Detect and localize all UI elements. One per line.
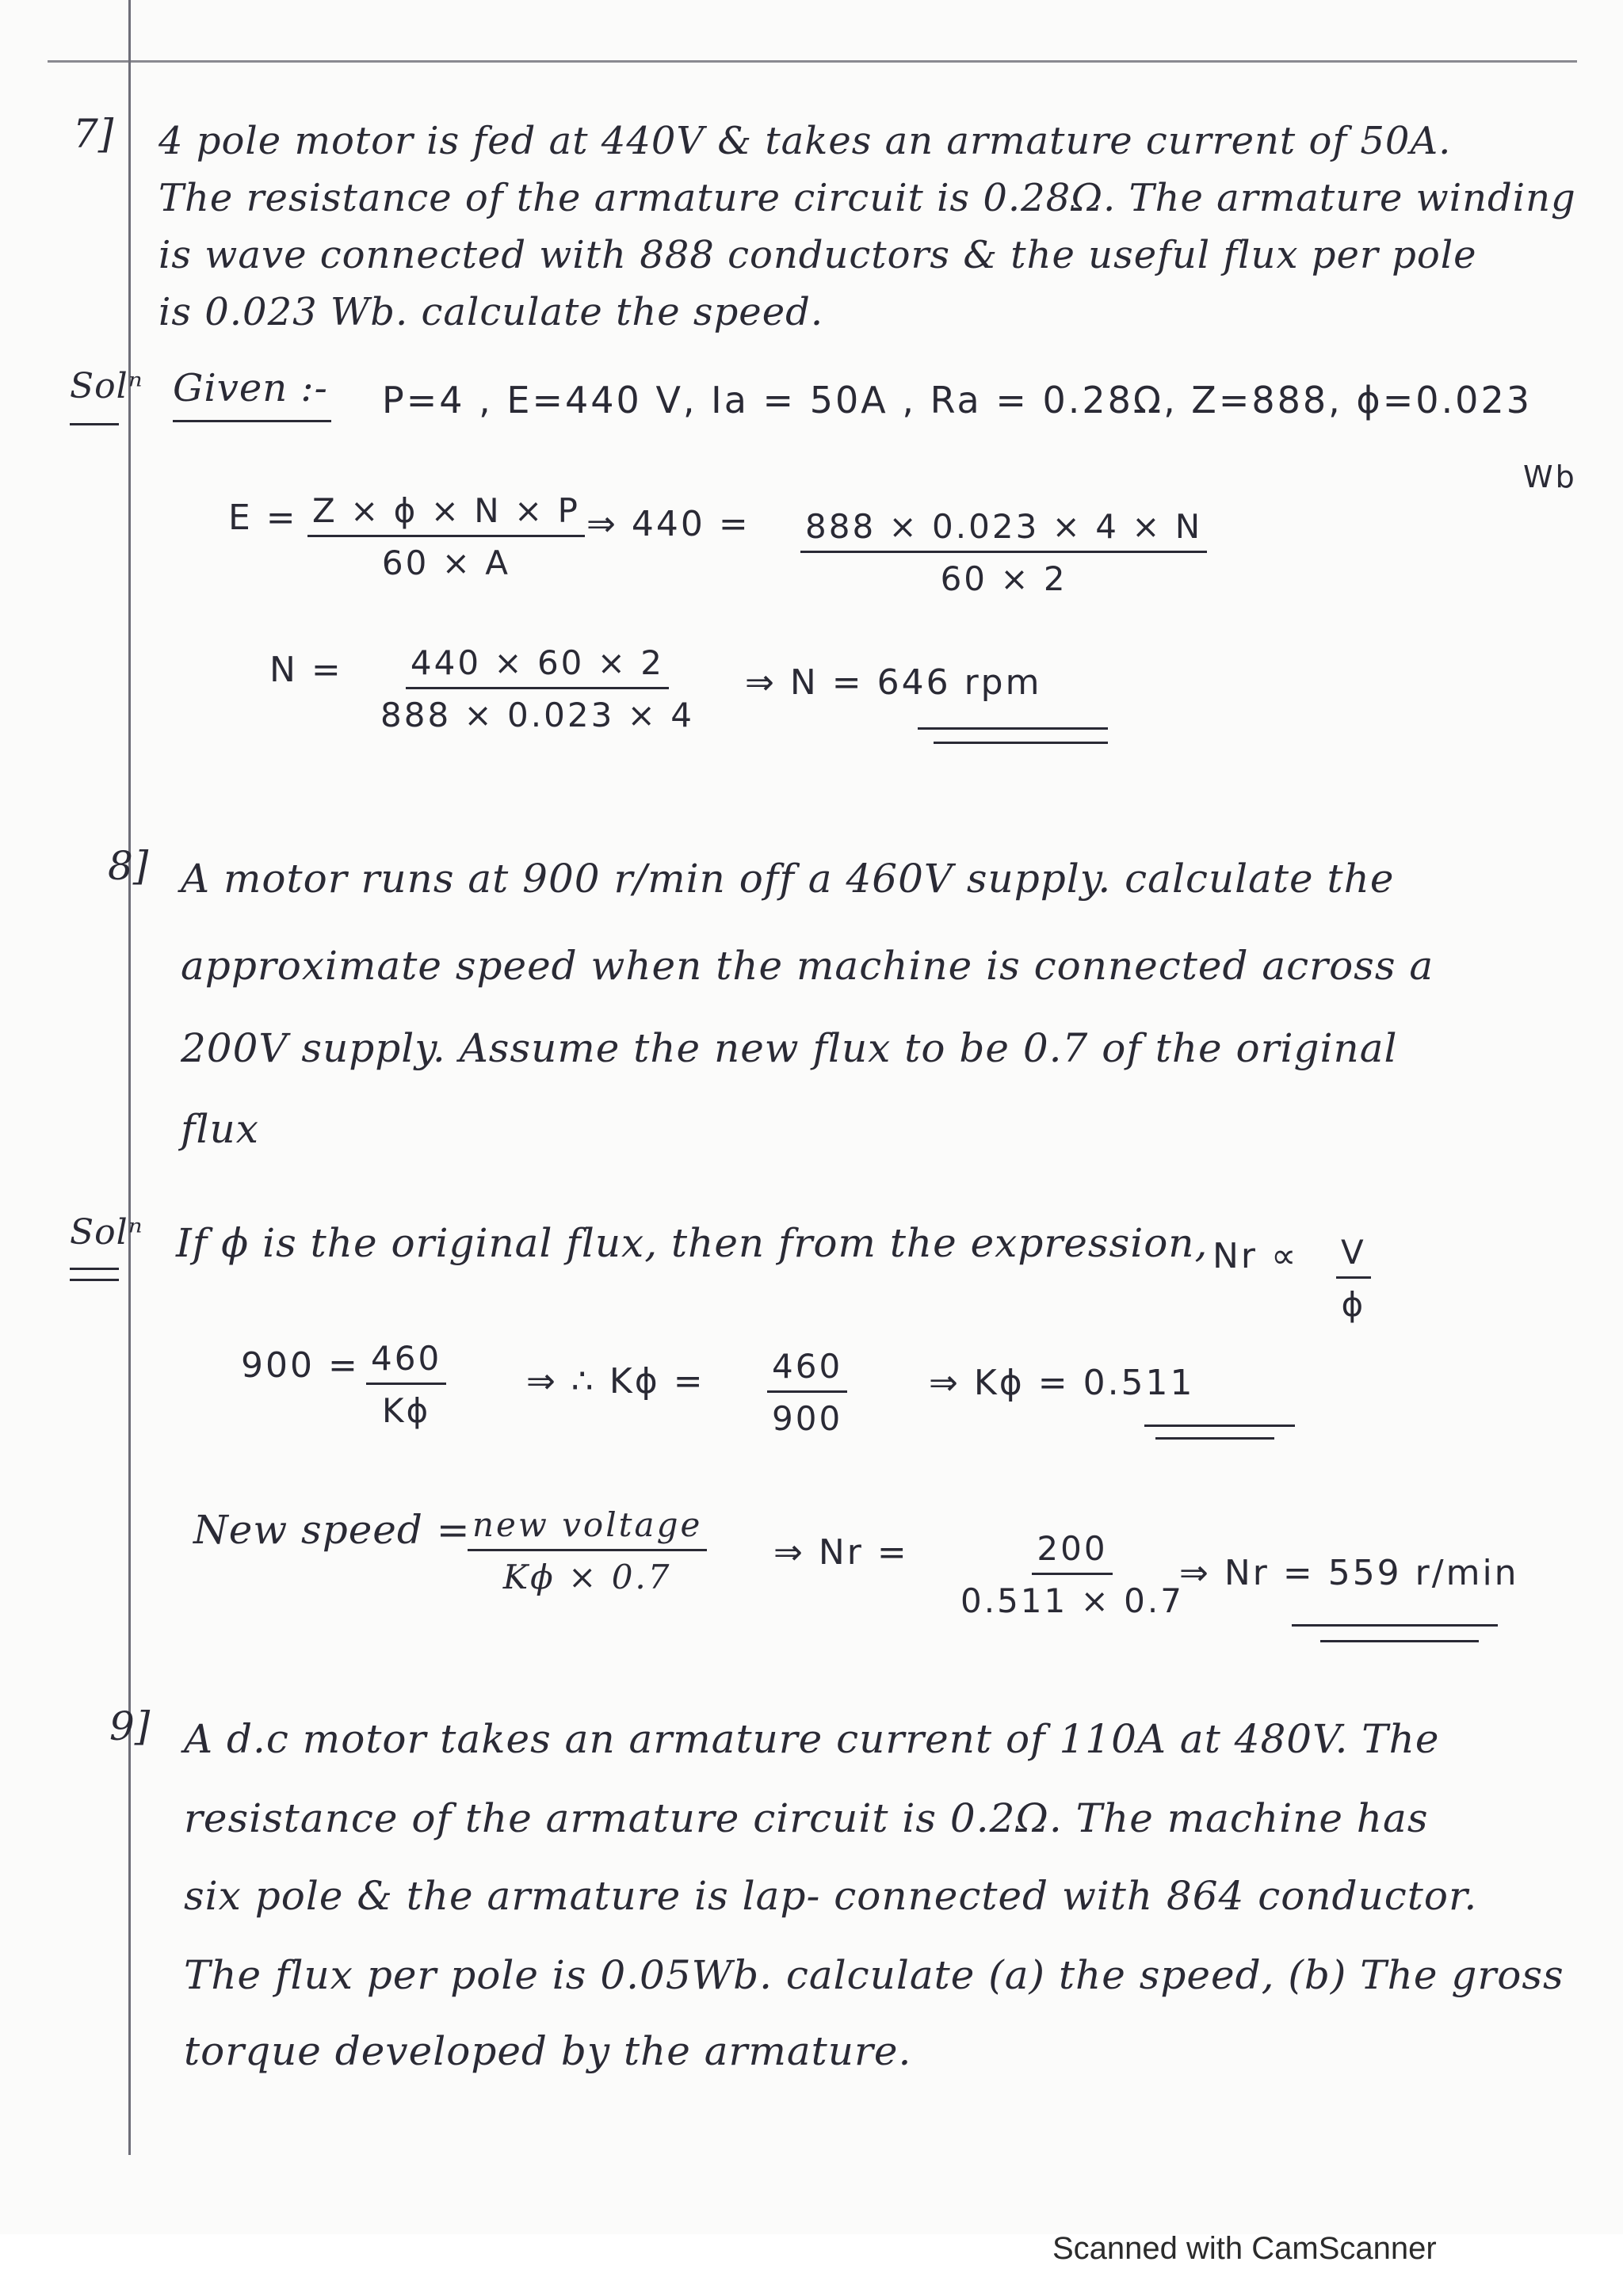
new-speed-fraction (468, 1505, 707, 1596)
problem-8-solution-text: If ϕ is the original flux, then from the expression, (176, 1220, 1209, 1266)
kphi-result: ⇒ Kϕ = 0.511 (929, 1363, 1195, 1403)
problem-7-solution-label: Solⁿ (70, 366, 143, 406)
proportionality-numerator: V (1336, 1233, 1371, 1279)
proportionality-denominator: ϕ (1341, 1285, 1366, 1324)
speed-equation-fraction (380, 643, 694, 734)
problem-8-line-1: A motor runs at 900 r/min off a 460V supply. calculate the (181, 856, 1395, 902)
problem-7-line-1: 4 pole motor is fed at 440V & takes an armature current of 50A. (158, 119, 1452, 163)
kphi-equation-lhs: 900 = (241, 1345, 360, 1386)
speed-equation-lhs: N = (269, 650, 343, 690)
speed-equation-numerator: 440 × 60 × 2 (406, 643, 669, 689)
speed-result: ⇒ N = 646 rpm (745, 662, 1042, 703)
camscanner-footer: Scanned with CamScanner (1052, 2231, 1437, 2266)
problem-8-line-2: approximate speed when the machine is connected across a (181, 943, 1434, 989)
problem-7-line-4: is 0.023 Wb. calculate the speed. (158, 290, 824, 334)
problem-7-number: 7] (73, 111, 114, 157)
kphi-rearranged-numerator: 460 (767, 1347, 847, 1393)
solution-underline (70, 1268, 119, 1270)
kphi-result-underline-2 (1155, 1437, 1274, 1440)
problem-8-number: 8] (108, 843, 149, 889)
given-values: P=4 , E=440 V, Ia = 50A , Ra = 0.28Ω, Z=888, ϕ=0.023 (382, 379, 1532, 421)
problem-9-line-1: A d.c motor takes an armature current of 110A at 480V. The (184, 1716, 1440, 1762)
new-speed-lhs: New speed = (193, 1507, 471, 1553)
emf-substitution-numerator: 888 × 0.023 × 4 × N (800, 507, 1207, 553)
speed-equation-denominator: 888 × 0.023 × 4 (380, 696, 694, 734)
margin-line (128, 0, 131, 2155)
solution-underline (70, 1279, 119, 1281)
problem-9-line-4: The flux per pole is 0.05Wb. calculate (a) the speed, (b) The gross (184, 1952, 1564, 1998)
top-rule-line (48, 60, 1577, 63)
emf-equation-denominator: 60 × A (381, 543, 510, 582)
problem-7-line-2: The resistance of the armature circuit is 0.28Ω. The armature winding (158, 176, 1576, 220)
problem-8-line-3: 200V supply. Assume the new flux to be 0.7 of the original (181, 1025, 1398, 1071)
new-speed-numerator: new voltage (468, 1505, 707, 1551)
proportionality-lhs: Nr ∝ (1212, 1236, 1299, 1276)
emf-substitution-denominator: 60 × 2 (940, 559, 1067, 598)
kphi-result-underline-1 (1144, 1425, 1295, 1427)
problem-8-line-4: flux (181, 1106, 259, 1152)
problem-9-line-5: torque developed by the armature. (184, 2028, 912, 2074)
problem-8-solution-label: Solⁿ (70, 1212, 143, 1253)
problem-7-line-3: is wave connected with 888 conductors & the useful flux per pole (158, 233, 1477, 277)
emf-substitution-arrow: ⇒ 440 = (586, 504, 750, 544)
new-speed-result-underline-2 (1320, 1640, 1479, 1642)
emf-substitution-fraction (800, 507, 1207, 598)
given-label: Given :- (173, 366, 328, 410)
speed-result-underline-1 (918, 727, 1108, 730)
solution-underline (70, 423, 119, 425)
given-underline (173, 420, 331, 422)
emf-equation-numerator: Z × ϕ × N × P (307, 491, 585, 537)
given-flux-unit: Wb (1523, 460, 1577, 494)
kphi-equation-fraction (366, 1339, 446, 1430)
kphi-equation-denominator: Kϕ (381, 1391, 431, 1430)
speed-result-underline-2 (934, 742, 1108, 744)
new-speed-denominator: Kϕ × 0.7 (502, 1558, 672, 1596)
emf-equation-lhs: E = (228, 498, 298, 538)
new-speed-arrow: ⇒ Nr = (773, 1532, 909, 1573)
problem-9-line-3: six pole & the armature is lap- connected with 864 conductor. (184, 1873, 1478, 1919)
problem-9-number: 9] (109, 1703, 151, 1749)
kphi-rearranged-fraction (767, 1347, 847, 1438)
new-speed-substitution-denominator: 0.511 × 0.7 (960, 1581, 1184, 1620)
kphi-rearranged-denominator: 900 (772, 1399, 843, 1438)
problem-9-line-2: resistance of the armature circuit is 0.2Ω. The machine has (184, 1795, 1429, 1841)
kphi-rearranged-lhs: ⇒ ∴ Kϕ = (526, 1361, 705, 1402)
new-speed-substitution-fraction (960, 1529, 1184, 1620)
kphi-equation-numerator: 460 (366, 1339, 446, 1385)
new-speed-substitution-numerator: 200 (1032, 1529, 1112, 1575)
new-speed-result: ⇒ Nr = 559 r/min (1179, 1553, 1519, 1593)
new-speed-result-underline-1 (1292, 1624, 1498, 1627)
proportionality-fraction (1336, 1233, 1371, 1324)
emf-equation-fraction (307, 491, 585, 582)
